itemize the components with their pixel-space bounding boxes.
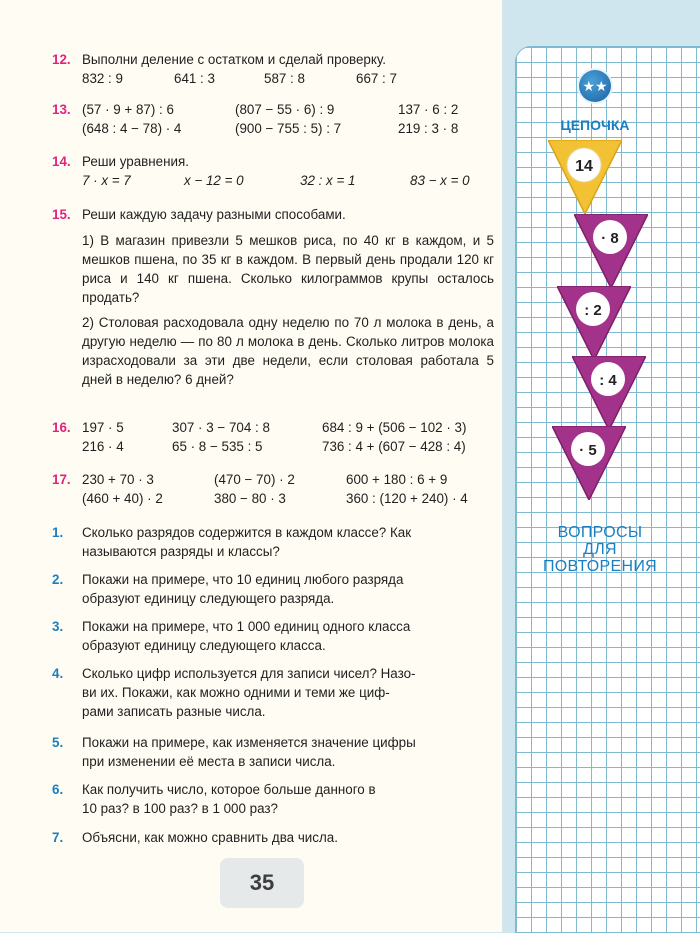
expression: 380 − 80 · 3 (214, 491, 286, 506)
chain-operation: · 8 (601, 230, 619, 247)
expression: 832 : 9 (82, 71, 123, 86)
chain-operation: : 2 (584, 302, 602, 319)
question-line: Покажи на примере, как изменяется значение цифры (82, 735, 416, 750)
task-number: 12. (52, 52, 71, 67)
equation: x − 12 = 0 (184, 173, 244, 188)
expression: 736 : 4 + (607 − 428 : 4) (322, 439, 466, 454)
question-line: Покажи на примере, что 1 000 единиц одного класса (82, 619, 411, 634)
review-title: ВОПРОСЫ ДЛЯ ПОВТОРЕНИЯ (543, 524, 657, 575)
expression: 137 · 6 : 2 (398, 102, 459, 117)
expression: (807 − 55 · 6) : 9 (235, 102, 335, 117)
expression: 230 + 70 · 3 (82, 472, 154, 487)
expression: 65 · 8 − 535 : 5 (172, 439, 263, 454)
question-line: Сколько разрядов содержится в каждом классе? Как (82, 525, 412, 540)
question-line: ви их. Покажи, как можно одними и теми же циф- (82, 685, 390, 700)
word-problem-2: 2) Столовая расходовала одну неделю по 70 л молока в день, а другую неделю — по 80 л молока в день. Сколько литров молока израсходовали за эти две недели, если столовая работала 5 дней в неделю? 6 дней? (82, 315, 494, 387)
equation: 83 − x = 0 (410, 173, 470, 188)
chain-operation: : 4 (599, 372, 617, 389)
expression: 360 : (120 + 240) · 4 (346, 491, 468, 506)
expression: (900 − 755 : 5) : 7 (235, 121, 342, 136)
expression: 667 : 7 (356, 71, 397, 86)
question-line: образуют единицу следующего класса. (82, 638, 326, 653)
question-number: 1. (52, 525, 64, 540)
question-line: Объясни, как можно сравнить два числа. (82, 830, 338, 845)
chain-value: 14 (575, 158, 593, 175)
equation: 7 · x = 7 (82, 173, 131, 188)
task-number: 15. (52, 207, 71, 222)
question-number: 5. (52, 735, 64, 750)
question-line: Сколько цифр используется для записи чисел? Назо- (82, 666, 416, 681)
task-number: 17. (52, 472, 71, 487)
chain-start (548, 140, 622, 214)
stars-icon: ★★ (579, 70, 611, 102)
expression: 307 · 3 − 704 : 8 (172, 420, 270, 435)
question-line: образуют единицу следующего разряда. (82, 591, 335, 606)
expression: (57 · 9 + 87) : 6 (82, 102, 174, 117)
chain-step-4 (552, 426, 626, 500)
question-number: 3. (52, 619, 64, 634)
expression: 684 : 9 + (506 − 102 · 3) (322, 420, 467, 435)
expression: 216 · 4 (82, 439, 124, 454)
task-number: 13. (52, 102, 71, 117)
expression: 219 : 3 · 8 (398, 121, 459, 136)
chain-step-3 (572, 356, 646, 430)
page-number: 35 (220, 858, 304, 908)
expression: 197 · 5 (82, 420, 124, 435)
task-number: 14. (52, 154, 71, 169)
question-line: при изменении её места в записи числа. (82, 754, 336, 769)
question-line: Как получить число, которое больше данного в (82, 782, 376, 797)
chain-step-1 (574, 214, 648, 288)
expression: 600 + 180 : 6 + 9 (346, 472, 448, 487)
expression: 587 : 8 (264, 71, 305, 86)
question-number: 2. (52, 572, 64, 587)
question-number: 6. (52, 782, 64, 797)
expression: (470 − 70) · 2 (214, 472, 295, 487)
question-number: 4. (52, 666, 64, 681)
chain-step-2 (557, 286, 631, 360)
expression: (648 : 4 − 78) · 4 (82, 121, 182, 136)
task-number: 16. (52, 420, 71, 435)
question-line: Покажи на примере, что 10 единиц любого разряда (82, 572, 404, 587)
chain-operation: · 5 (579, 442, 597, 459)
expression: 641 : 3 (174, 71, 215, 86)
question-line: называются разряды и классы? (82, 544, 280, 559)
equation: 32 : x = 1 (300, 173, 356, 188)
question-line: рами записать разные числа. (82, 704, 266, 719)
question-line: 10 раз? в 100 раз? в 1 000 раз? (82, 801, 279, 816)
word-problem-1: 1) В магазин привезли 5 мешков риса, по 40 кг в каждом, и 5 мешков пшена, по 35 кг в каждом. В первый день продали 120 кг риса и 140 кг пшена. Сколько килограммов крупы осталось продать? (82, 233, 494, 305)
chain-label: ЦЕПОЧКА (560, 117, 630, 133)
question-number: 7. (52, 830, 64, 845)
expression: (460 + 40) · 2 (82, 491, 163, 506)
